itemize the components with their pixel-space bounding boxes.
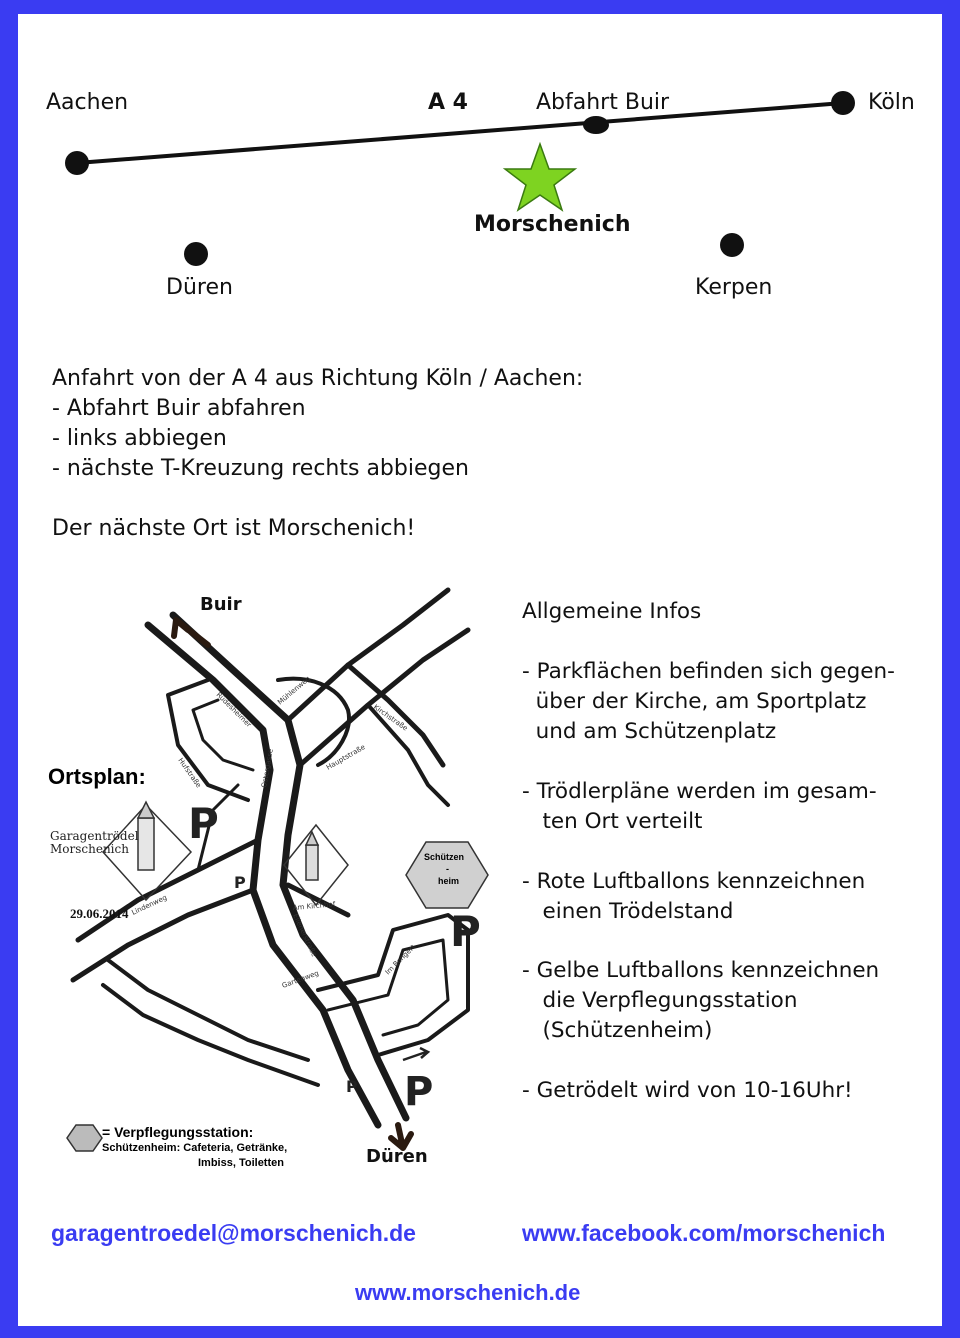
aachen-dot bbox=[65, 151, 89, 175]
info-4-line-2: die Verpflegungsstation bbox=[522, 988, 798, 1013]
town-map-title: Ortsplan: bbox=[48, 764, 146, 789]
dueren-dot bbox=[184, 242, 208, 266]
parking-sign-1: P bbox=[188, 799, 219, 848]
arrow-buir-icon bbox=[174, 620, 208, 645]
street-label-5: Ellenerstraße bbox=[291, 912, 319, 959]
direction-step-3: - nächste T-Kreuzung rechts abbiegen bbox=[52, 456, 469, 481]
direction-step-2: - links abbiegen bbox=[52, 426, 227, 451]
infos-heading: Allgemeine Infos bbox=[522, 599, 702, 624]
map-direction-buir: Buir bbox=[200, 594, 242, 615]
parking-arrow-icon bbox=[403, 1048, 428, 1060]
legend-hexagon-icon bbox=[67, 1125, 102, 1151]
street-label-9: Hauptstraße bbox=[325, 743, 367, 772]
shelter-label-2: - bbox=[446, 864, 449, 874]
overview-map bbox=[0, 0, 960, 320]
direction-step-1: - Abfahrt Buir abfahren bbox=[52, 396, 306, 421]
legend-label: = Verpflegungsstation: bbox=[102, 1124, 254, 1140]
logo-text: Garagentrödel Morschenich bbox=[50, 829, 139, 856]
street-label-11: Am Kirchhof bbox=[292, 900, 336, 912]
info-2-line-1: - Trödlerpläne werden im gesam- bbox=[522, 779, 877, 804]
road-northeast-a bbox=[288, 590, 448, 720]
morschenich-star-icon bbox=[505, 144, 575, 210]
website-link[interactable]: www.morschenich.de bbox=[355, 1280, 581, 1305]
koeln-dot bbox=[831, 91, 855, 115]
label-morschenich: Morschenich bbox=[474, 212, 631, 237]
label-kerpen: Kerpen bbox=[695, 275, 773, 300]
street-label-6: Lindenweg bbox=[130, 893, 169, 917]
label-abfahrt-buir: Abfahrt Buir bbox=[536, 90, 670, 115]
road-southwest-b bbox=[103, 985, 318, 1085]
email-link[interactable]: garagentroedel@morschenich.de bbox=[51, 1220, 416, 1246]
label-koeln: Köln bbox=[868, 90, 915, 115]
parking-sign-3: P bbox=[450, 907, 481, 956]
legend-line-2: Schützenheim: Cafeteria, Getränke, bbox=[102, 1142, 288, 1154]
label-dueren: Düren bbox=[166, 275, 233, 300]
street-label-2: Mühlenweg bbox=[276, 674, 312, 707]
info-4-line-1: - Gelbe Luftballons kennzeichnen bbox=[522, 958, 880, 983]
shelter-label-1: Schützen bbox=[424, 852, 465, 862]
church-symbol-map bbox=[284, 825, 348, 905]
directions-heading: Anfahrt von der A 4 aus Richtung Köln / Aachen: bbox=[52, 366, 584, 391]
info-4-line-3: (Schützenheim) bbox=[522, 1018, 713, 1043]
info-1-line-3: und am Schützenplatz bbox=[522, 719, 777, 744]
parking-sign-5: P bbox=[404, 1069, 434, 1115]
info-1-line-1: - Parkflächen befinden sich gegen- bbox=[522, 659, 895, 684]
street-label-4: Ostergasse bbox=[260, 748, 275, 789]
street-label-1: Rüdesheimer bbox=[214, 690, 253, 729]
label-highway: A 4 bbox=[428, 90, 468, 115]
info-3-line-2: einen Trödelstand bbox=[522, 899, 734, 924]
info-5-line-1: - Getrödelt wird von 10-16Uhr! bbox=[522, 1078, 853, 1103]
kerpen-dot bbox=[720, 233, 744, 257]
street-label-7: Hufstraße bbox=[176, 756, 203, 790]
facebook-link[interactable]: www.facebook.com/morschenich bbox=[522, 1220, 886, 1246]
town-map bbox=[48, 570, 498, 1180]
road-west-b bbox=[73, 890, 253, 980]
street-label-8: Im Bongert bbox=[383, 943, 418, 977]
buir-exit-dot bbox=[583, 116, 609, 134]
event-date: 29.06.2014 bbox=[70, 906, 129, 921]
street-label-10: Gartenweg bbox=[280, 969, 320, 990]
map-direction-dueren: Düren bbox=[366, 1146, 428, 1167]
street-label-3: Kirchstraße bbox=[371, 703, 410, 733]
arrow-dueren-icon bbox=[391, 1125, 411, 1148]
info-3-line-1: - Rote Luftballons kennzeichnen bbox=[522, 869, 866, 894]
shelter-label-3: heim bbox=[438, 876, 460, 886]
road-left-block bbox=[168, 680, 248, 800]
parking-sign-4: P bbox=[346, 1077, 358, 1096]
info-1-line-2: über der Kirche, am Sportplatz bbox=[522, 689, 867, 714]
legend-line-3: Imbiss, Toiletten bbox=[198, 1157, 284, 1169]
label-aachen: Aachen bbox=[46, 90, 129, 115]
info-2-line-2: ten Ort verteilt bbox=[522, 809, 703, 834]
parking-sign-2: P bbox=[234, 873, 246, 892]
directions-note: Der nächste Ort ist Morschenich! bbox=[52, 516, 416, 541]
